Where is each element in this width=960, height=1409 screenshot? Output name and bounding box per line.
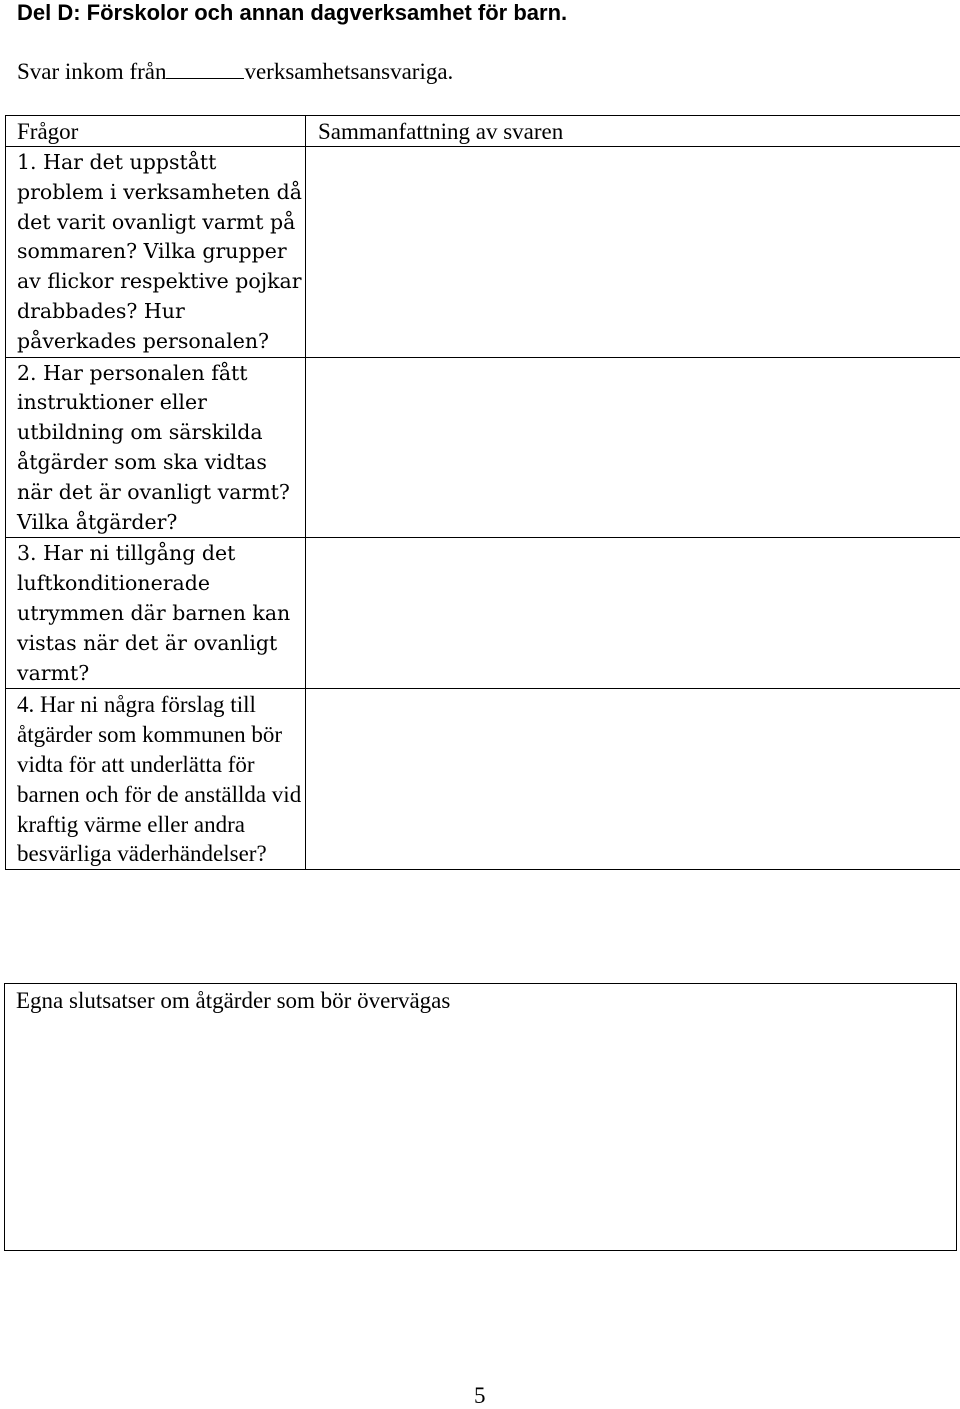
- respondent-blank-field[interactable]: [166, 58, 244, 79]
- answers-column-header: Sammanfattning av svaren: [306, 116, 960, 147]
- answer-4-field[interactable]: [306, 689, 960, 870]
- questions-column-header: Frågor: [6, 116, 306, 147]
- table-row: [6, 357, 960, 538]
- respondent-suffix: verksamhetsansvariga.: [244, 59, 453, 84]
- table-row: [6, 147, 960, 358]
- conclusions-label: Egna slutsatser om åtgärder som bör övervägas: [16, 987, 956, 1015]
- table-header-row: [6, 116, 960, 147]
- question-2: 2. Har personalen fått instruktioner eller utbildning om särskilda åtgärder som ska vidtas när det är ovanligt varmt? Vilka åtgärder?: [6, 357, 306, 538]
- page-number: 5: [474, 1383, 486, 1409]
- questions-table: [5, 115, 960, 870]
- table-row: [6, 538, 960, 689]
- answer-2-field[interactable]: [306, 357, 960, 538]
- question-3: 3. Har ni tillgång det luftkonditionerade utrymmen där barnen kan vistas när det är ovanligt varmt?: [6, 538, 306, 689]
- question-1: 1. Har det uppstått problem i verksamheten då det varit ovanligt varmt på sommaren? Vilka grupper av flickor respektive pojkar drabbades? Hur påverkades personalen?: [6, 147, 306, 358]
- conclusions-box[interactable]: [4, 983, 957, 1251]
- answer-3-field[interactable]: [306, 538, 960, 689]
- question-4: 4. Har ni några förslag till åtgärder som kommunen bör vidta för att underlätta för barnen och för de anställda vid kraftig värme eller andra besvärliga väderhändelser?: [6, 689, 306, 870]
- page-title: Del D: Förskolor och annan dagverksamhet för barn.: [17, 0, 567, 26]
- answer-1-field[interactable]: [306, 147, 960, 358]
- table-row: [6, 689, 960, 870]
- respondent-prefix: Svar inkom från: [17, 59, 166, 84]
- respondent-line: [17, 58, 453, 86]
